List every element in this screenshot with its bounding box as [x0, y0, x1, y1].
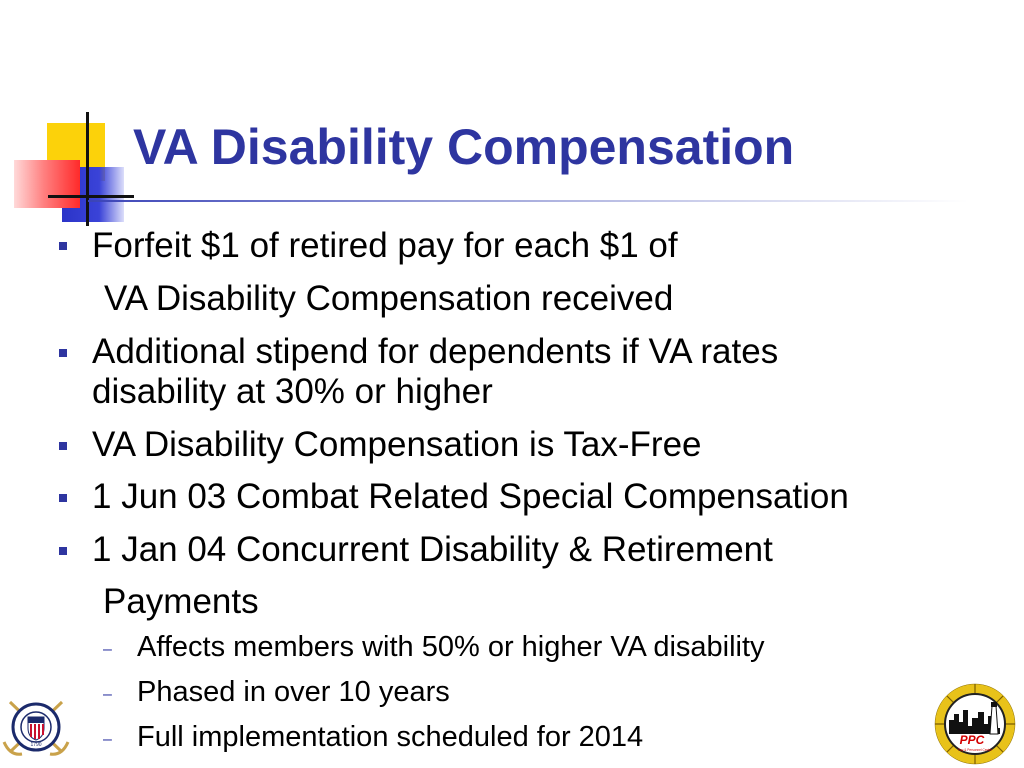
bullet-marker — [59, 494, 67, 502]
red-square-decoration — [14, 160, 80, 208]
subbullet-text: Full implementation scheduled for 2014 — [137, 721, 644, 753]
subbullet-dash: – — [103, 686, 112, 703]
horizontal-line-decoration — [48, 195, 134, 198]
bullet-text: Additional stipend for dependents if VA rates — [92, 332, 779, 371]
slide-title: VA Disability Compensation — [133, 119, 795, 175]
ppc-sunburst-logo — [932, 682, 1018, 766]
ppc-logo-subtext: Pay & Personnel Center — [957, 748, 993, 752]
coast-guard-seal-logo — [0, 690, 72, 762]
ppc-logo-text: PPC — [959, 733, 985, 747]
bullet-text-continued: Payments — [103, 582, 259, 621]
vertical-line-decoration — [86, 112, 89, 226]
bullet-text: 1 Jan 04 Concurrent Disability & Retirement — [92, 530, 773, 569]
bullet-marker — [59, 349, 67, 357]
bullet-text-continued: disability at 30% or higher — [92, 372, 493, 411]
subbullet-dash: – — [103, 641, 112, 658]
bullet-text: 1 Jun 03 Combat Related Special Compensation — [92, 477, 849, 516]
bullet-text: Forfeit $1 of retired pay for each $1 of — [92, 226, 678, 265]
bullet-text-continued: VA Disability Compensation received — [104, 279, 674, 318]
subbullet-text: Affects members with 50% or higher VA disability — [137, 631, 765, 663]
bullet-marker — [59, 242, 67, 250]
subbullet-dash: – — [103, 731, 112, 748]
title-underline-rule — [88, 200, 968, 202]
bullet-marker — [59, 547, 67, 555]
bullet-text: VA Disability Compensation is Tax-Free — [92, 425, 702, 464]
bullet-marker — [59, 442, 67, 450]
seal-year: 1790 — [30, 742, 42, 748]
subbullet-text: Phased in over 10 years — [137, 676, 450, 708]
